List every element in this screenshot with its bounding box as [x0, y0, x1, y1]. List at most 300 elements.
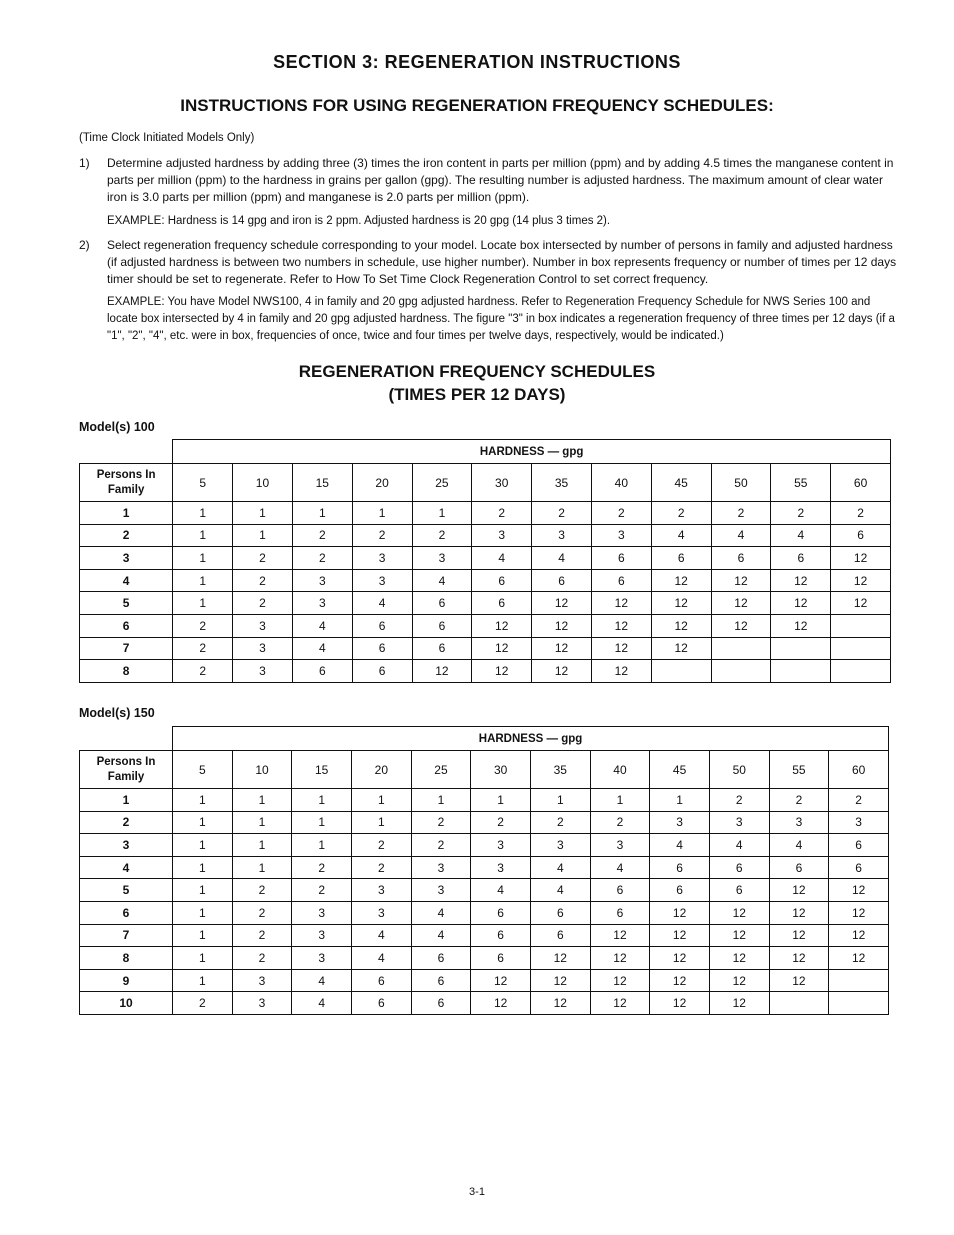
frequency-cell: 2	[591, 502, 651, 525]
frequency-cell: 6	[590, 901, 650, 924]
frequency-cell	[831, 660, 891, 683]
frequency-cell: 2	[532, 502, 592, 525]
frequency-cell: 6	[829, 834, 889, 857]
hardness-header: HARDNESS — gpg	[173, 440, 891, 464]
persons-in-family-header	[80, 464, 173, 502]
frequency-cell: 3	[769, 811, 829, 834]
frequency-cell: 6	[471, 947, 531, 970]
persons-count-cell: 2	[80, 524, 173, 547]
frequency-cell: 12	[532, 592, 592, 615]
frequency-cell: 12	[769, 947, 829, 970]
hardness-column-header: 25	[412, 464, 472, 502]
frequency-cell: 12	[472, 614, 532, 637]
frequency-cell: 1	[232, 789, 292, 812]
frequency-cell: 12	[709, 992, 769, 1015]
hardness-column-header: 35	[532, 464, 592, 502]
models-note: (Time Clock Initiated Models Only)	[79, 132, 255, 144]
frequency-cell: 12	[530, 947, 590, 970]
hardness-column-header: 25	[411, 751, 471, 789]
frequency-cell: 2	[771, 502, 831, 525]
frequency-cell: 3	[829, 811, 889, 834]
frequency-cell	[769, 992, 829, 1015]
step-1	[79, 155, 904, 206]
frequency-cell: 6	[411, 992, 471, 1015]
frequency-cell: 1	[233, 524, 293, 547]
frequency-cell: 3	[471, 856, 531, 879]
frequency-cell	[829, 969, 889, 992]
frequency-cell: 1	[232, 811, 292, 834]
frequency-cell: 2	[530, 811, 590, 834]
persons-header-line1: Persons In	[96, 755, 156, 768]
frequency-cell: 12	[709, 969, 769, 992]
frequency-cell: 1	[650, 789, 710, 812]
frequency-cell: 3	[292, 592, 352, 615]
frequency-cell: 2	[471, 811, 531, 834]
frequency-cell: 4	[292, 614, 352, 637]
frequency-cell: 1	[590, 789, 650, 812]
frequency-cell: 12	[829, 901, 889, 924]
frequency-cell: 6	[651, 547, 711, 570]
frequency-cell: 6	[412, 592, 472, 615]
frequency-cell: 6	[711, 547, 771, 570]
frequency-cell: 6	[591, 569, 651, 592]
step-2	[79, 237, 904, 288]
frequency-cell: 4	[411, 924, 471, 947]
frequency-cell: 1	[292, 811, 352, 834]
table-row	[80, 947, 889, 970]
step-2-example: EXAMPLE: You have Model NWS100, 4 in family and 20 gpg adjusted hardness. Refer to Regeneration Frequency Schedule for NWS Series 100 and locate box intersected by 4 in family and 20 gpg adjusted hardness. The figure "3" in box indicates a regeneration frequency of three times per 12 days (if a "1", "2", "4", etc. were in box, frequencies of once, twice and four times per twelve days, respectively, would be indicated.)	[107, 296, 895, 342]
frequency-cell: 6	[590, 879, 650, 902]
frequency-cell: 6	[709, 856, 769, 879]
frequency-cell	[829, 992, 889, 1015]
table-row	[80, 901, 889, 924]
frequency-cell: 12	[651, 569, 711, 592]
frequency-cell: 6	[352, 660, 412, 683]
frequency-cell: 1	[173, 947, 233, 970]
frequency-cell: 3	[292, 947, 352, 970]
frequency-cell: 12	[651, 592, 711, 615]
persons-count-cell: 7	[80, 924, 173, 947]
persons-count-cell: 3	[80, 834, 173, 857]
frequency-cell: 1	[232, 856, 292, 879]
persons-count-cell: 5	[80, 879, 173, 902]
frequency-cell: 3	[532, 524, 592, 547]
step-number: 1)	[79, 156, 90, 170]
frequency-cell: 2	[709, 789, 769, 812]
frequency-cell: 1	[471, 789, 531, 812]
page-number: 3-1	[469, 1186, 485, 1198]
frequency-cell: 1	[173, 924, 233, 947]
hardness-column-header: 15	[292, 751, 352, 789]
step-number: 2)	[79, 238, 90, 252]
step-text: Select regeneration frequency schedule corresponding to your model. Locate box intersected by number of persons in family and adjusted hardness (if adjusted hardness is between two numbers in schedule, use higher number). Number in box represents frequency or number of times per 12 days timer should be set to regenerate. Refer to How To Set Time Clock Regeneration Control to set correct frequency.	[107, 238, 897, 286]
frequency-cell: 6	[412, 637, 472, 660]
frequency-cell: 3	[412, 547, 472, 570]
frequency-cell: 6	[591, 547, 651, 570]
hardness-column-header: 30	[472, 464, 532, 502]
persons-header-line1: Persons In	[96, 468, 156, 481]
frequency-cell: 6	[471, 901, 531, 924]
persons-in-family-header	[80, 751, 173, 789]
frequency-cell: 1	[173, 834, 233, 857]
frequency-cell: 12	[532, 660, 592, 683]
frequency-cell: 2	[232, 947, 292, 970]
frequency-cell: 12	[709, 924, 769, 947]
frequency-cell: 12	[650, 924, 710, 947]
table-row	[80, 879, 889, 902]
frequency-cell: 4	[530, 879, 590, 902]
frequency-cell: 3	[292, 924, 352, 947]
hardness-header: HARDNESS — gpg	[173, 727, 889, 751]
hardness-column-header: 45	[650, 751, 710, 789]
table-row	[80, 924, 889, 947]
frequency-cell	[831, 637, 891, 660]
persons-count-cell: 4	[80, 569, 173, 592]
frequency-cell: 2	[292, 879, 352, 902]
schedules-title-line1: REGENERATION FREQUENCY SCHEDULES	[298, 362, 656, 381]
frequency-cell	[831, 614, 891, 637]
frequency-cell: 12	[829, 879, 889, 902]
frequency-cell: 4	[771, 524, 831, 547]
frequency-cell: 4	[651, 524, 711, 547]
frequency-cell: 1	[530, 789, 590, 812]
frequency-cell: 6	[352, 969, 412, 992]
frequency-cell: 12	[471, 992, 531, 1015]
frequency-cell: 12	[532, 614, 592, 637]
frequency-cell: 6	[472, 592, 532, 615]
persons-header-line2: Family	[107, 770, 145, 783]
frequency-cell: 2	[829, 789, 889, 812]
frequency-cell: 12	[709, 947, 769, 970]
frequency-cell: 12	[829, 947, 889, 970]
hardness-column-header: 50	[709, 751, 769, 789]
frequency-cell: 12	[769, 879, 829, 902]
frequency-cell: 2	[711, 502, 771, 525]
frequency-cell: 12	[471, 969, 531, 992]
frequency-cell: 6	[829, 856, 889, 879]
frequency-cell: 2	[173, 660, 233, 683]
frequency-cell: 4	[352, 592, 412, 615]
table-row	[80, 524, 891, 547]
table-row	[80, 789, 889, 812]
frequency-cell: 1	[411, 789, 471, 812]
table-row	[80, 547, 891, 570]
hardness-column-header: 20	[352, 464, 412, 502]
persons-header-line2: Family	[107, 483, 145, 496]
step-1-example: EXAMPLE: Hardness is 14 gpg and iron is 2 ppm. Adjusted hardness is 20 gpg (14 plus 3 times 2).	[107, 215, 611, 227]
schedules-title	[0, 360, 954, 406]
table-row	[80, 992, 889, 1015]
frequency-cell: 1	[292, 502, 352, 525]
frequency-cell	[651, 660, 711, 683]
frequency-cell: 3	[232, 969, 292, 992]
persons-count-cell: 1	[80, 789, 173, 812]
model-100-label: Model(s) 100	[79, 420, 155, 434]
frequency-cell: 12	[532, 637, 592, 660]
frequency-cell: 6	[771, 547, 831, 570]
frequency-cell: 6	[471, 924, 531, 947]
frequency-cell: 12	[650, 969, 710, 992]
frequency-cell: 2	[173, 992, 233, 1015]
frequency-cell: 6	[769, 856, 829, 879]
blank-corner-cell	[80, 440, 173, 464]
frequency-cell: 1	[173, 524, 233, 547]
frequency-cell: 6	[352, 637, 412, 660]
frequency-cell: 12	[771, 614, 831, 637]
frequency-cell: 3	[292, 569, 352, 592]
frequency-cell: 4	[292, 637, 352, 660]
frequency-cell: 2	[232, 924, 292, 947]
frequency-cell: 1	[232, 834, 292, 857]
frequency-cell: 1	[173, 547, 233, 570]
frequency-cell: 12	[591, 637, 651, 660]
persons-count-cell: 6	[80, 901, 173, 924]
frequency-cell: 12	[769, 901, 829, 924]
frequency-cell: 3	[352, 569, 412, 592]
frequency-cell: 4	[352, 947, 412, 970]
frequency-cell: 2	[651, 502, 711, 525]
frequency-cell: 12	[472, 660, 532, 683]
frequency-cell	[711, 660, 771, 683]
table-row	[80, 811, 889, 834]
persons-count-cell: 2	[80, 811, 173, 834]
frequency-cell: 2	[233, 547, 293, 570]
persons-count-cell: 8	[80, 947, 173, 970]
frequency-cell: 6	[650, 856, 710, 879]
hardness-column-header: 40	[590, 751, 650, 789]
frequency-cell: 3	[411, 856, 471, 879]
frequency-cell: 12	[771, 569, 831, 592]
frequency-cell: 2	[590, 811, 650, 834]
frequency-cell: 12	[650, 901, 710, 924]
frequency-cell: 1	[173, 969, 233, 992]
frequency-cell: 12	[472, 637, 532, 660]
frequency-cell: 12	[831, 592, 891, 615]
frequency-cell: 12	[650, 992, 710, 1015]
frequency-cell: 1	[173, 592, 233, 615]
frequency-cell: 6	[412, 614, 472, 637]
hardness-column-header: 35	[530, 751, 590, 789]
frequency-cell: 6	[352, 614, 412, 637]
frequency-cell: 12	[711, 614, 771, 637]
frequency-cell: 3	[292, 901, 352, 924]
schedule-table-model-150	[79, 726, 889, 1015]
persons-count-cell: 5	[80, 592, 173, 615]
frequency-cell: 4	[590, 856, 650, 879]
frequency-cell: 6	[411, 947, 471, 970]
frequency-cell: 12	[591, 614, 651, 637]
frequency-cell: 3	[233, 660, 293, 683]
hardness-column-header: 55	[771, 464, 831, 502]
frequency-cell: 3	[411, 879, 471, 902]
frequency-cell: 12	[711, 592, 771, 615]
frequency-cell: 12	[769, 924, 829, 947]
frequency-cell: 2	[232, 879, 292, 902]
hardness-column-header: 60	[829, 751, 889, 789]
persons-count-cell: 1	[80, 502, 173, 525]
frequency-cell: 12	[530, 992, 590, 1015]
frequency-cell: 1	[173, 811, 233, 834]
frequency-cell: 2	[233, 569, 293, 592]
frequency-cell: 4	[292, 969, 352, 992]
frequency-cell: 2	[352, 834, 412, 857]
frequency-cell: 1	[233, 502, 293, 525]
frequency-cell: 4	[411, 901, 471, 924]
hardness-column-header: 10	[232, 751, 292, 789]
frequency-cell: 3	[352, 879, 412, 902]
instructions-title: INSTRUCTIONS FOR USING REGENERATION FREQUENCY SCHEDULES:	[180, 96, 774, 115]
frequency-cell: 3	[591, 524, 651, 547]
frequency-cell: 4	[711, 524, 771, 547]
frequency-cell: 12	[650, 947, 710, 970]
frequency-cell: 12	[769, 969, 829, 992]
frequency-cell: 2	[411, 834, 471, 857]
frequency-cell: 4	[412, 569, 472, 592]
hardness-column-header: 60	[831, 464, 891, 502]
frequency-cell: 12	[771, 592, 831, 615]
hardness-column-header: 15	[292, 464, 352, 502]
hardness-column-header: 20	[352, 751, 412, 789]
frequency-cell: 1	[352, 811, 412, 834]
hardness-column-header: 55	[769, 751, 829, 789]
frequency-cell: 6	[532, 569, 592, 592]
frequency-cell: 12	[709, 901, 769, 924]
frequency-cell: 2	[831, 502, 891, 525]
hardness-column-header: 40	[591, 464, 651, 502]
frequency-cell: 2	[769, 789, 829, 812]
frequency-cell: 3	[233, 637, 293, 660]
persons-count-cell: 4	[80, 856, 173, 879]
model-150-label: Model(s) 150	[79, 706, 155, 720]
frequency-cell: 12	[591, 660, 651, 683]
frequency-cell	[771, 660, 831, 683]
frequency-cell: 1	[173, 856, 233, 879]
frequency-cell: 6	[709, 879, 769, 902]
frequency-cell: 3	[352, 901, 412, 924]
frequency-cell: 1	[412, 502, 472, 525]
frequency-cell: 4	[769, 834, 829, 857]
frequency-cell: 1	[173, 569, 233, 592]
frequency-cell: 3	[590, 834, 650, 857]
frequency-cell: 1	[292, 834, 352, 857]
table-row	[80, 592, 891, 615]
frequency-cell: 2	[173, 614, 233, 637]
frequency-cell: 2	[412, 524, 472, 547]
frequency-cell: 3	[709, 811, 769, 834]
frequency-cell: 12	[412, 660, 472, 683]
frequency-cell: 1	[173, 789, 233, 812]
frequency-cell: 3	[530, 834, 590, 857]
frequency-cell: 2	[472, 502, 532, 525]
table-row	[80, 502, 891, 525]
frequency-cell: 6	[650, 879, 710, 902]
persons-count-cell: 3	[80, 547, 173, 570]
persons-count-cell: 10	[80, 992, 173, 1015]
frequency-cell: 3	[352, 547, 412, 570]
frequency-cell: 2	[411, 811, 471, 834]
table-row	[80, 856, 889, 879]
frequency-cell: 1	[352, 502, 412, 525]
hardness-column-header: 30	[471, 751, 531, 789]
frequency-cell	[711, 637, 771, 660]
frequency-cell: 3	[471, 834, 531, 857]
frequency-cell: 4	[709, 834, 769, 857]
frequency-cell: 12	[590, 992, 650, 1015]
table-row	[80, 834, 889, 857]
frequency-cell: 2	[173, 637, 233, 660]
frequency-cell: 4	[472, 547, 532, 570]
hardness-column-header: 5	[173, 751, 233, 789]
table-row	[80, 969, 889, 992]
frequency-cell: 12	[590, 947, 650, 970]
frequency-cell: 2	[292, 524, 352, 547]
frequency-cell: 2	[352, 524, 412, 547]
frequency-cell: 2	[232, 901, 292, 924]
table-row	[80, 614, 891, 637]
blank-corner-cell	[80, 727, 173, 751]
frequency-cell: 6	[530, 924, 590, 947]
frequency-cell: 1	[173, 901, 233, 924]
frequency-cell: 12	[829, 924, 889, 947]
persons-count-cell: 6	[80, 614, 173, 637]
hardness-column-header: 45	[651, 464, 711, 502]
frequency-cell: 1	[292, 789, 352, 812]
frequency-cell: 6	[530, 901, 590, 924]
frequency-cell: 3	[472, 524, 532, 547]
frequency-cell: 4	[292, 992, 352, 1015]
section-title: SECTION 3: REGENERATION INSTRUCTIONS	[273, 52, 681, 72]
frequency-cell: 12	[651, 637, 711, 660]
frequency-cell: 6	[352, 992, 412, 1015]
frequency-cell: 12	[530, 969, 590, 992]
frequency-cell: 12	[651, 614, 711, 637]
frequency-cell: 2	[292, 856, 352, 879]
frequency-cell: 6	[831, 524, 891, 547]
frequency-cell: 12	[831, 547, 891, 570]
frequency-cell: 4	[352, 924, 412, 947]
frequency-cell: 1	[352, 789, 412, 812]
frequency-cell: 12	[591, 592, 651, 615]
hardness-column-header: 10	[233, 464, 293, 502]
persons-count-cell: 7	[80, 637, 173, 660]
table-row	[80, 637, 891, 660]
frequency-cell: 2	[352, 856, 412, 879]
frequency-cell: 6	[411, 969, 471, 992]
frequency-cell: 1	[173, 502, 233, 525]
frequency-cell: 2	[233, 592, 293, 615]
persons-count-cell: 9	[80, 969, 173, 992]
frequency-cell: 6	[292, 660, 352, 683]
table-row	[80, 569, 891, 592]
frequency-cell: 3	[232, 992, 292, 1015]
frequency-cell: 2	[292, 547, 352, 570]
schedule-table-model-100	[79, 439, 891, 683]
frequency-cell: 4	[532, 547, 592, 570]
frequency-cell: 12	[711, 569, 771, 592]
frequency-cell: 12	[831, 569, 891, 592]
step-text: Determine adjusted hardness by adding three (3) times the iron content in parts per million (ppm) and by adding 4.5 times the manganese content in parts per million (ppm) to the hardness in grains per gallon (gpg). The resulting number is adjusted hardness. The maximum amount of clear water iron is 3.0 parts per million (ppm) and manganese is 2.0 parts per million (ppm).	[107, 156, 894, 204]
frequency-cell: 3	[233, 614, 293, 637]
frequency-cell: 3	[650, 811, 710, 834]
schedules-title-line2: (TIMES PER 12 DAYS)	[388, 385, 566, 404]
frequency-cell: 12	[590, 924, 650, 947]
frequency-cell: 12	[590, 969, 650, 992]
frequency-cell: 1	[173, 879, 233, 902]
hardness-column-header: 5	[173, 464, 233, 502]
table-row	[80, 660, 891, 683]
persons-count-cell: 8	[80, 660, 173, 683]
hardness-column-header: 50	[711, 464, 771, 502]
